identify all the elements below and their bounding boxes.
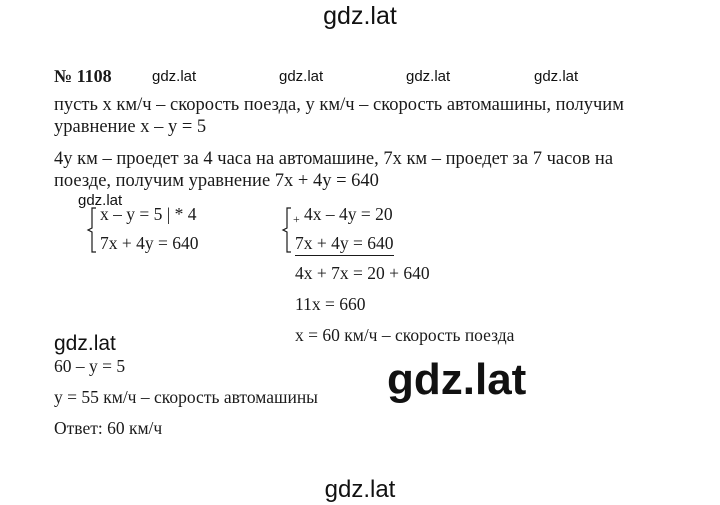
problem-number: № 1108: [54, 66, 112, 86]
plus-sign: +: [293, 212, 300, 226]
paragraph-2-line-1: 4у км – проедет за 4 часа на автомашине, 7х км – проедет за 7 часов на: [54, 149, 614, 169]
solution-step-y-equation: 60 – у = 5: [54, 356, 126, 376]
answer: Ответ: 60 км/ч: [54, 418, 163, 438]
solution-step-sum: 4х + 7х = 20 + 640: [295, 263, 430, 283]
system-left-eq-1: х – у = 5 | * 4: [100, 204, 197, 224]
watermark-system: gdz.lat: [78, 192, 123, 209]
paragraph-2-line-2: поезде, получим уравнение 7х + 4у = 640: [54, 171, 379, 191]
system-left-eq-2: 7х + 4у = 640: [100, 233, 199, 253]
system-right-eq-1: 4х – 4у = 20: [304, 204, 393, 224]
paragraph-1-line-2: уравнение х – у = 5: [54, 117, 207, 137]
watermark-left-mid: gdz.lat: [54, 332, 116, 355]
watermark-header-4: gdz.lat: [534, 68, 579, 85]
solution-step-x: х = 60 км/ч – скорость поезда: [295, 325, 515, 345]
watermark-big: gdz.lat: [387, 355, 527, 404]
watermark-header-1: gdz.lat: [152, 68, 197, 85]
system-left-bracket: [86, 206, 98, 254]
watermark-top: gdz.lat: [323, 2, 397, 30]
watermark-bottom: gdz.lat: [324, 476, 396, 503]
watermark-header-3: gdz.lat: [406, 68, 451, 85]
paragraph-1-line-1: пусть х км/ч – скорость поезда, у км/ч – скорость автомашины, получим: [54, 95, 624, 115]
solution-step-11x: 11х = 660: [295, 294, 366, 314]
system-right-eq-2: 7х + 4у = 640: [295, 232, 394, 256]
solution-step-y: у = 55 км/ч – скорость автомашины: [54, 387, 318, 407]
system-right-bracket: [281, 206, 293, 254]
watermark-header-2: gdz.lat: [279, 68, 324, 85]
